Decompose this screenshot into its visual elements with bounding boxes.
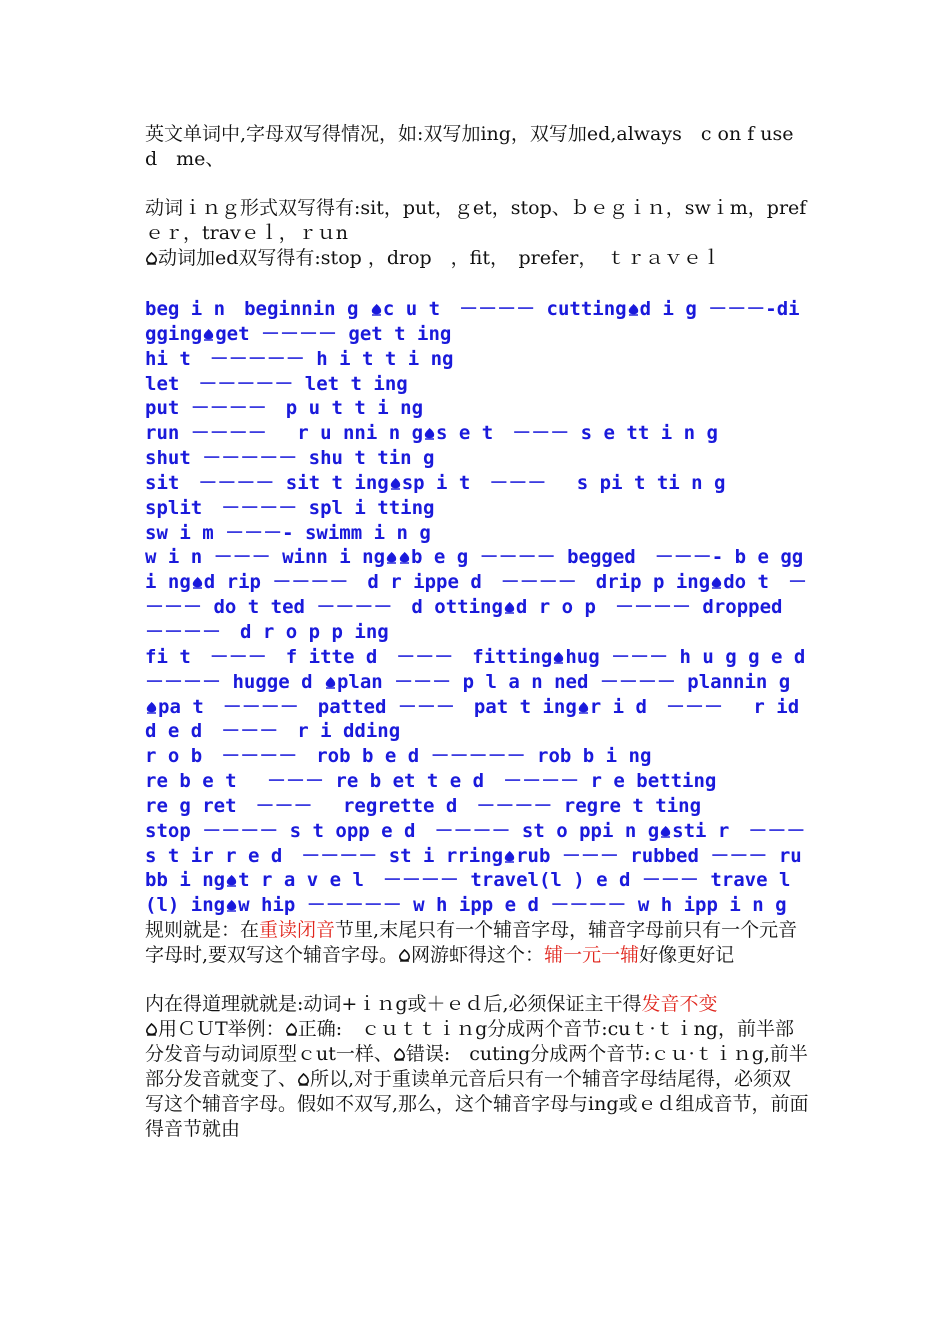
list-item: b e g －－－－ begged －－－- b e gg i ng xyxy=(145,546,804,594)
list-item: sw i m －－－- swimm i n g xyxy=(145,521,431,544)
list-item: re b e t －－－ re b et t e d －－－－ r e betting xyxy=(145,770,717,793)
highlight-text: 发音不变 xyxy=(641,993,718,1016)
paragraph-marker-icon xyxy=(297,1073,310,1086)
list-item: fi t －－－ f itte d －－－ fitting xyxy=(145,645,553,668)
list-item: stop －－－－ s t opp e d －－－－ st o ppi n g xyxy=(145,819,660,842)
paragraph-marker-icon xyxy=(385,551,398,564)
list-item: c u t －－－－ cutting xyxy=(382,298,627,320)
paragraph-marker-icon xyxy=(370,303,383,316)
paragraph-marker-icon xyxy=(393,1048,406,1061)
paragraph-marker-icon xyxy=(324,676,337,689)
intro-line-3: 动词加ed双写得有:stop ，drop ，fit， prefer， ｔｒａｖｅｌ xyxy=(145,246,810,271)
paragraph-marker-icon xyxy=(285,1023,298,1036)
list-item: rub －－－ rubbed －－－ rubb i ng xyxy=(145,844,802,892)
list-item: get －－－－ get t ing xyxy=(215,322,452,345)
list-item: split －－－－ spl i tting xyxy=(145,496,435,519)
list-item: run －－－－ r u nni n g xyxy=(145,422,424,445)
list-item: r i d －－－ r idd e d －－－ r i dding xyxy=(145,695,800,743)
intro-line-2: 动词ｉｎｇ形式双写得有:sit，put，ｇet，stop、ｂｅｇｉｎ，swｉm，prefｅｒ，travｅｌ，ｒｕn xyxy=(145,197,807,244)
paragraph-marker-icon xyxy=(145,252,158,265)
paragraph-marker-icon xyxy=(191,576,204,589)
list-item: beg i n beginnin g xyxy=(145,298,370,320)
paragraph-marker-icon xyxy=(145,701,158,714)
paragraph-marker-icon xyxy=(503,601,516,614)
list-item: t r a v e l －－－－ travel(l ) e d －－－ trave l (l) ing xyxy=(145,869,791,917)
paragraph-marker-icon xyxy=(202,328,215,341)
list-item: d r o p －－－－ dropped －－－－ d r o p p ing xyxy=(145,596,783,643)
paragraph-marker-icon xyxy=(145,1023,158,1036)
paragraph-marker-icon xyxy=(627,303,640,316)
paragraph-marker-icon xyxy=(225,899,238,912)
paragraph-marker-icon xyxy=(659,825,672,838)
paragraph-marker-icon xyxy=(577,701,590,714)
list-item: hug －－－ h u g g e d －－－－ hugge d xyxy=(145,645,806,693)
list-item: s e t －－－ s e tt i n g xyxy=(436,422,718,445)
list-item: d i g －－－-digging xyxy=(145,298,800,345)
list-item: plan －－－ p l a n ned －－－－ plannin g xyxy=(336,670,791,693)
rule-paragraph: 规则就是：在重读闭音节里,末尾只有一个辅音字母，辅音字母前只有一个元音字母时,要双写这个辅音字母。 网游虾得这个：辅一元一辅好像更好记 xyxy=(145,919,798,967)
list-item: let －－－－－ let t ing xyxy=(145,372,408,395)
list-item: sti r －－－ s t ir r e d －－－－ st i rring xyxy=(145,819,806,867)
list-item: sp i t －－－ s pi t ti n g xyxy=(401,471,726,494)
document-body xyxy=(145,122,810,1142)
list-item: w i n －－－ winn i ng xyxy=(145,546,386,569)
list-item: d rip －－－－ d r ippe d －－－－ drip p ing xyxy=(203,571,711,594)
word-list xyxy=(145,297,810,918)
reason-paragraph: 内在得道理就就是:动词+ｉｎg或＋ｅｄ后,必须保证主干得发音不变 xyxy=(145,993,718,1016)
paragraph-marker-icon xyxy=(225,874,238,887)
list-item: shut －－－－－ shu t tin g xyxy=(145,447,435,470)
paragraph-marker-icon xyxy=(423,427,436,440)
list-item: put －－－－ p u t t i ng xyxy=(145,397,424,420)
list-item: w hip －－－－－ w h ipp e d －－－－ w h ipp i n g xyxy=(238,894,787,917)
paragraph-marker-icon xyxy=(710,576,723,589)
paragraph-marker-icon xyxy=(389,477,402,490)
paragraph-marker-icon xyxy=(398,551,411,564)
list-item: do t －－－－ do t ted －－－－ d otting xyxy=(145,571,807,619)
paragraph-marker-icon xyxy=(398,949,411,962)
intro-line-1: 英文单词中,字母双写得情况，如:双写加ing，双写加ed,always c on f use d me、 xyxy=(145,123,794,170)
highlight-text: 辅一元一辅 xyxy=(544,944,640,967)
list-item: sit －－－－ sit t ing xyxy=(145,471,389,494)
paragraph-marker-icon xyxy=(503,850,516,863)
list-item: pa t －－－－ patted －－－ pat t ing xyxy=(158,695,577,718)
paragraph-marker-icon xyxy=(552,651,565,664)
list-item: r o b －－－－ rob b e d －－－－－ rob b i ng xyxy=(145,745,652,768)
list-item: hi t －－－－－ h i t t i ng xyxy=(145,347,454,370)
list-item: re g ret －－－ regrette d －－－－ regre t ting xyxy=(145,794,702,817)
example-paragraph: 用ＣＵT举例： 正确: ｃｕｔｔｉｎg分成两个音节:cuｔ·ｔｉng，前半部分发音与动词原型ｃut一样、 错误: cuting分成两个音节:ｃｕ·ｔｉｎg,前半部分发音就变了、 所以,对于重读单元音后只有一个辅音字母结尾得，必须双写这个辅音字母。假如不双写,那么，这个辅音字母与ing或ｅｄ组成音节，前面得音节就由 xyxy=(145,1018,809,1141)
highlight-text: 重读闭音 xyxy=(259,919,336,942)
